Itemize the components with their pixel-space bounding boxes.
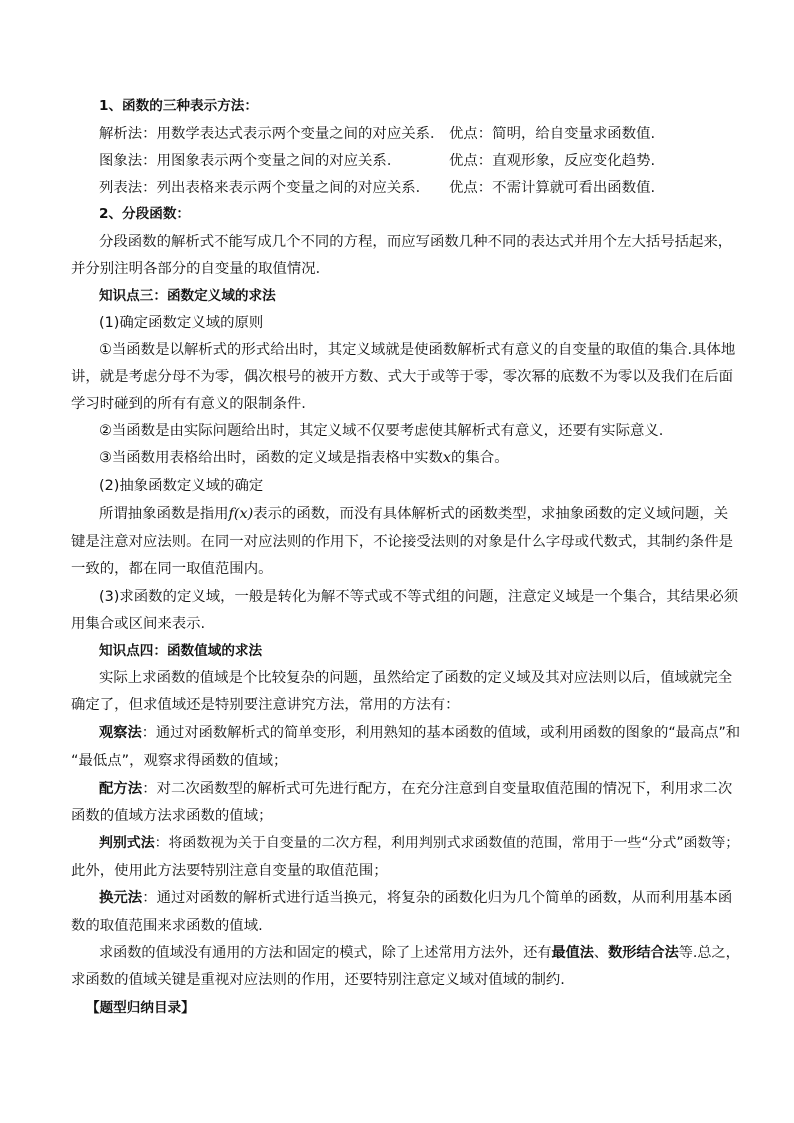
kp3-p3-text-before: ③当函数用表格给出时，函数的定义域是指表格中实数 [99, 450, 443, 466]
method-analytic: 解析法：用数学表达式表示两个变量之间的对应关系． [99, 126, 445, 142]
section-2-heading: 2、分段函数： [99, 206, 191, 222]
kp3-p4-line-1 [99, 504, 728, 524]
kp3-subheading-1: (1)确定函数定义域的原则 [99, 315, 264, 331]
piecewise-paragraph-line-2: 并分别注明各部分的自变量的取值情况． [71, 261, 331, 277]
summary-method-graph: 数形结合法 [608, 945, 679, 961]
kp3-p4-line-3: 一致的，都在同一取值范围内。 [71, 561, 273, 577]
method-substitution-text: ：通过对函数的解析式进行适当换元，将复杂的函数化归为几个简单的函数，从而利用基本函 [142, 890, 733, 906]
kp3-p4-text-before: 所谓抽象函数是指用 [99, 506, 229, 522]
kp3-heading: 知识点三：函数定义域的求法 [99, 288, 276, 304]
kp4-intro-line-2: 确定了，但求值域还是特别要注意讲究方法，常用的方法有： [71, 697, 460, 713]
function-fx: f(x) [228, 506, 254, 522]
method-observation-label: 观察法 [99, 725, 142, 741]
kp3-p5-line-1: (3)求函数的定义域，一般是转化为解不等式或不等式组的问题，注意定义域是一个集合，其结果必须 [99, 589, 739, 605]
advantage-table: 优点：不需计算就可看出函数值. [449, 180, 656, 196]
method-observation-text: ：通过对函数解析式的简单变形，利用熟知的基本函数的值域，或利用函数的图象的“最高点”和 [141, 725, 741, 741]
section-1-heading: 1、函数的三种表示方法： [99, 98, 258, 114]
summary-separator: 、 [593, 945, 609, 961]
summary-method-extremum: 最值法 [551, 945, 594, 961]
kp4-heading: 知识点四：函数值域的求法 [99, 643, 263, 659]
method-completing-square-text: ：对二次函数型的解析式可先进行配方，在充分注意到自变量取值范围的情况下，利用求二次 [142, 781, 733, 797]
method-observation-line-2: “最低点”，观察求得函数的值域； [71, 753, 288, 769]
kp4-intro-line-1: 实际上求函数的值域是个比较复杂的问题，虽然给定了函数的定义域及其对应法则以后，值域就完全 [99, 670, 733, 686]
summary-text-before: 求函数的值域没有通用的方法和固定的模式，除了上述常用方法外，还有 [99, 945, 552, 961]
method-completing-square-label: 配方法 [99, 781, 143, 797]
kp3-p1-line-2: 讲，就是考虑分母不为零，偶次根号的被开方数、式大于或等于零，零次幂的底数不为零以及我们在后面 [71, 369, 733, 385]
kp3-p5-line-2: 用集合或区间来表示. [71, 616, 206, 632]
kp3-p1-line-1: ①当函数是以解析式的形式给出时，其定义域就是使函数解析式有意义的自变量的取值的集合.具体地 [99, 342, 736, 358]
kp4-summary-line-1 [99, 943, 740, 963]
method-observation [99, 723, 740, 743]
kp3-p1-line-3: 学习时碰到的所有有意义的限制条件. [71, 396, 306, 412]
kp3-p3 [99, 448, 509, 468]
method-completing-square-line-2: 函数的值域方法求函数的值域； [71, 808, 273, 824]
advantage-graph: 优点：直观形象，反应变化趋势. [449, 153, 656, 169]
method-graph: 图象法：用图象表示两个变量之间的对应关系． [99, 153, 402, 169]
kp3-p4-text-after: 表示的函数，而没有具体解析式的函数类型，求抽象函数的定义域问题，关 [253, 506, 729, 522]
method-substitution-line-2: 数的取值范围来求函数的值域. [71, 918, 263, 934]
kp4-summary-line-2: 求函数的值域关键是重视对应法则的作用，还要特别注意定义域对值域的制约. [71, 972, 565, 988]
kp3-p4-line-2: 键是注意对应法则。在同一对应法则的作用下，不论接受法则的对象是什么字母或代数式，其制约条件是 [71, 534, 733, 550]
method-substitution-label: 换元法 [99, 890, 143, 906]
piecewise-paragraph-line-1: 分段函数的解析式不能写成几个不同的方程，而应写函数几种不同的表达式并用个左大括号括起来， [99, 234, 733, 250]
method-substitution [99, 888, 732, 908]
kp3-subheading-2: (2)抽象函数定义域的确定 [99, 478, 264, 494]
advantage-analytic: 优点：简明，给自变量求函数值. [449, 126, 656, 142]
kp3-p3-text-after: 的集合。 [451, 450, 509, 466]
method-discriminant-text: ：将函数视为关于自变量的二次方程，利用判别式求函数值的范围，常用于一些“分式”函数等； [154, 835, 740, 851]
method-discriminant-label: 判别式法 [99, 835, 155, 851]
summary-text-after: 等.总之， [678, 945, 740, 961]
method-discriminant-line-2: 此外，使用此方法要特别注意自变量的取值范围； [71, 863, 388, 879]
variable-x: x [442, 450, 452, 466]
question-type-catalog-heading: 【题型归纳目录】 [86, 1000, 195, 1016]
method-completing-square [99, 779, 732, 799]
method-discriminant [99, 833, 739, 853]
kp3-p2: ②当函数是由实际问题给出时，其定义域不仅要考虑使其解析式有意义，还要有实际意义. [99, 423, 664, 439]
method-table: 列表法：列出表格来表示两个变量之间的对应关系． [99, 180, 430, 196]
